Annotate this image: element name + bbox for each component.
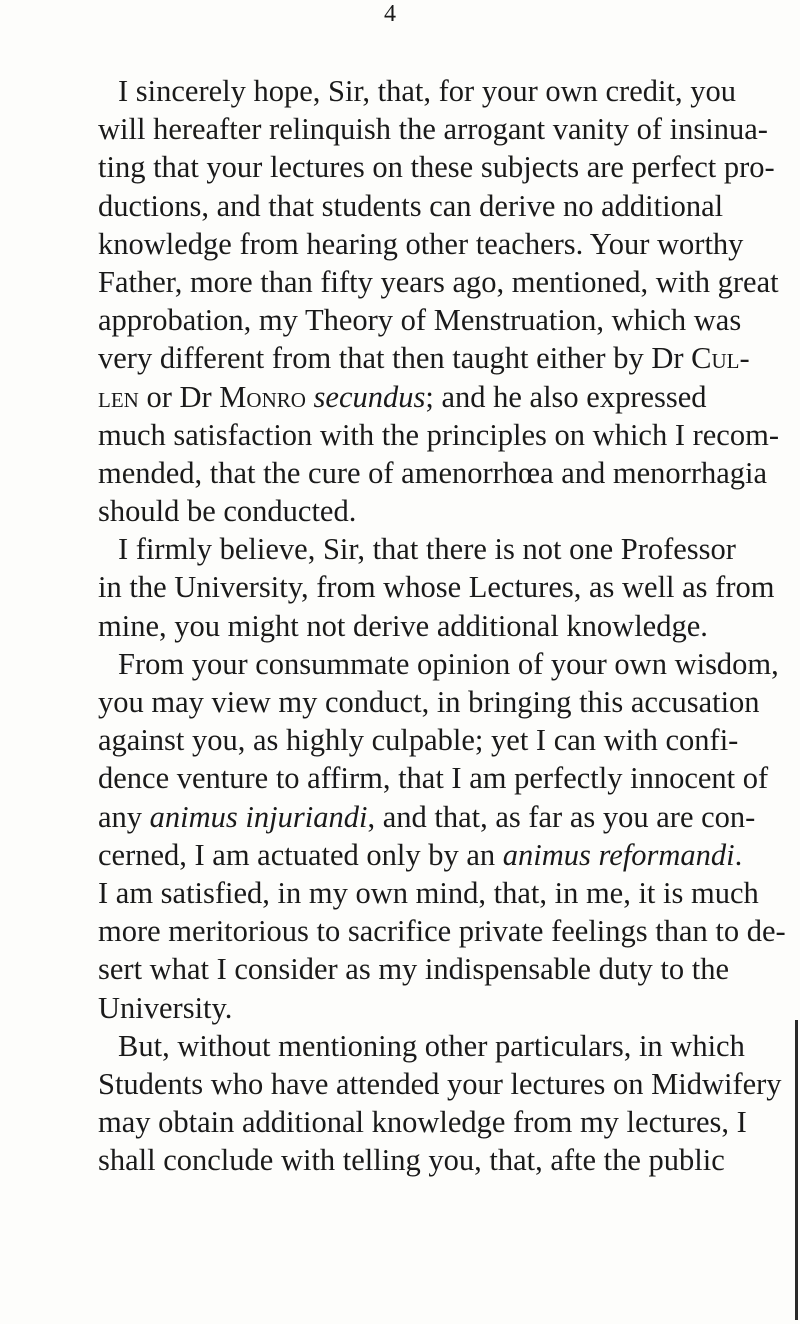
text-line: mended, that the cure of amenorrhœa and menorrhagia (98, 455, 768, 490)
text-line: in the University, from whose Lectures, as well as from (98, 570, 775, 605)
text-line: you may view my conduct, in bringing this accusation (98, 685, 760, 719)
text-line: more meritorious to sacrifice private feelings than to de- (98, 914, 786, 949)
text-line: should be conducted. (98, 494, 357, 529)
body-text (98, 72, 798, 1179)
text-line: approbation, my Theory of Menstruation, which was (98, 303, 742, 338)
text-line: mine, you might not derive additional knowledge. (98, 608, 708, 643)
text-line: cerned, I am actuated only by an animus reformandi. (98, 837, 743, 872)
text-line: may obtain additional knowledge from my lectures, I (98, 1105, 747, 1140)
text-line: I firmly believe, Sir, that there is not one Professor (118, 532, 736, 567)
text-line: sert what I consider as my indispensable duty to the (98, 952, 730, 987)
text-line: shall conclude with telling you, that, afte the public (98, 1143, 725, 1178)
text-line: will hereafter relinquish the arrogant vanity of insinua- (98, 112, 768, 147)
text-line: I sincerely hope, Sir, that, for your own credit, you (118, 74, 736, 108)
text-line: very different from that then taught either by Dr Cul- (98, 341, 750, 376)
text-line: Students who have attended your lectures on Midwifery (98, 1066, 782, 1101)
text-line: much satisfaction with the principles on which I recom- (98, 417, 779, 452)
text-line: ductions, and that students can derive no additional (98, 188, 724, 223)
text-line: I am satisfied, in my own mind, that, in me, it is much (98, 875, 759, 910)
text-line: dence venture to affirm, that I am perfectly innocent of (98, 761, 769, 796)
text-line: Father, more than fifty years ago, mentioned, with great (98, 264, 779, 299)
text-line: any animus injuriandi, and that, as far as you are con- (98, 799, 756, 834)
text-line: len or Dr Monro secundus; and he also expressed (98, 379, 707, 414)
text-line: knowledge from hearing other teachers. Your worthy (98, 226, 744, 261)
text-line: ting that your lectures on these subjects are perfect pro- (98, 150, 775, 185)
page-edge-shadow (795, 1020, 798, 1320)
page-number: 4 (384, 1, 396, 27)
text-line: University. (98, 990, 233, 1025)
text-line: against you, as highly culpable; yet I can with confi- (98, 723, 739, 758)
text-line: But, without mentioning other particulars, in which (118, 1028, 745, 1063)
text-line: From your consummate opinion of your own wisdom, (118, 646, 779, 681)
